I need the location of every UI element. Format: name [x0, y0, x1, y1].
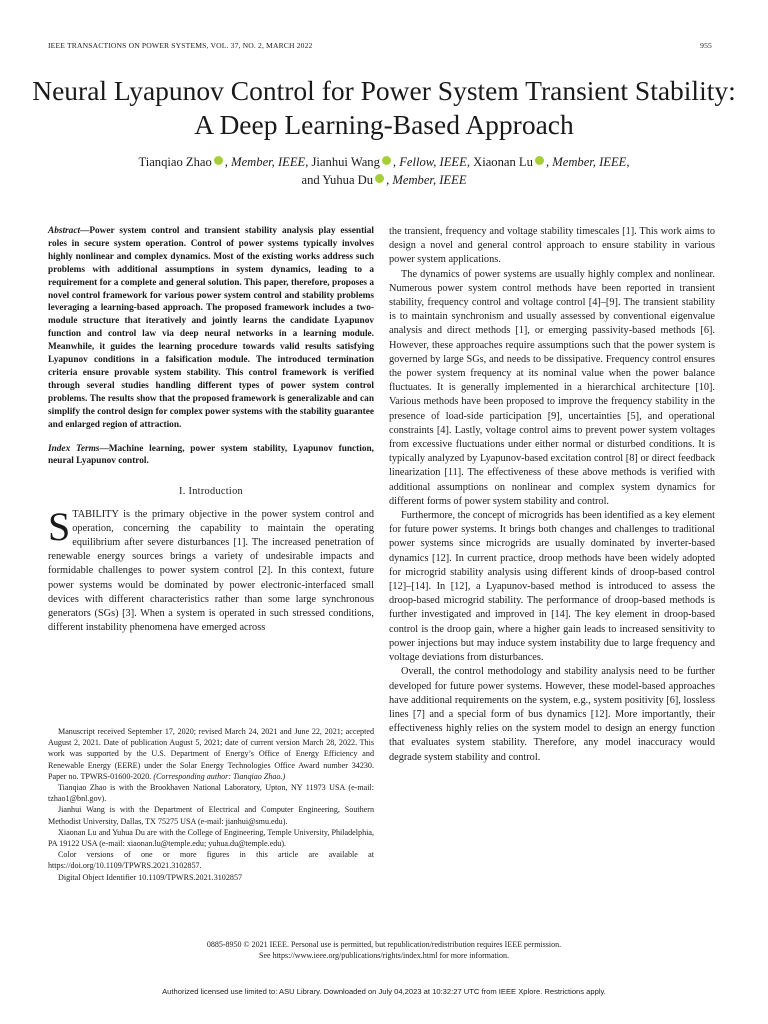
- paper-title: Neural Lyapunov Control for Power System Transient Stability: A Deep Learning-Based Approach: [32, 75, 736, 140]
- paragraph: The dynamics of power systems are usually highly complex and nonlinear. Numerous power system control methods have been reported in transient stability, frequency control and voltage control [4]–[9]. The transient stability is to maintain synchronism and usually assessed by conventional eigenvalue analysis and direct methods [1], or emerging passivity-based methods [6]. However, these approaches require assumptions such that the power system is governed by large SGs, and needs to be dissipative. Frequency control ensures the power system frequency at its nominal value when the power balance fluctuates. It is generally implemented in a hierarchical architecture [10]. Various methods have been proposed to improve the frequency stability in the presence of load-side participation [9], uncertainties [5], and operational constraints [4]. Lastly, voltage control aims to prevent power system voltages from excessive fluctuations under either normal or disturbed conditions. It is typically analyzed by Lyapunov-based excitation control [8] or direct feedback linearization [11]. The effectiveness of these above methods is verified with additional assumptions on nonlinear and complex system dynamics for different forms of power system stability and control.: [389, 268, 715, 507]
- index-terms: [48, 443, 374, 469]
- intro-text: TABILITY is the primary objective in the power system control and operation, concerning the capability to maintain the operating equilibrium after severe disturbances [1]. The increased penetration of renewable energy sources brings a variety of undesirable impacts and formidable challenges to power system control [2]. In this context, future power systems would be dominated by power electronic-interfaced small devices with different characteristics rather than some large synchronous generators (SGs) [3]. When a system is operated in such stressed conditions, different instability phenomena have emerged across: [48, 508, 374, 634]
- corresponding-author: (Corresponding author: Tianqiao Zhao.): [153, 771, 286, 781]
- color-note: Color versions of one or more figures in this article are available at https://doi.org/10.1109/TPWRS.2021.3102857.: [48, 850, 374, 871]
- index-terms-label: Index Terms: [48, 443, 100, 454]
- paragraph-continued: the transient, frequency and voltage stability timescales [1]. This work aims to design a novel and general control approach to ensure stability in various power system applications.: [389, 226, 715, 266]
- abstract-label: Abstract: [48, 226, 81, 236]
- manuscript-text: Manuscript received September 17, 2020; revised March 24, 2021 and June 22, 2021; accepted August 2, 2021. Date of publication August 5, 2021; date of current version March 28, 2022. This work was supported by the U.S. Department of Energy’s Office of Energy Efficiency and Renewable Energy (EERE) under the Solar Energy Technologies Office Award number 34230. Paper no. TPWRS-01600-2020.: [48, 727, 374, 781]
- author-name: Tianqiao Zhao: [138, 155, 212, 169]
- paragraph: Overall, the control methodology and stability analysis need to be further developed for future power systems. However, these model-based approaches have additional requirements on the system, e.g., system positivity [6], lossless lines [7] and a special form of bus dynamics [12]. More importantly, their effectiveness highly relies on the system model to design an energy function that evaluates system stability. Therefore, any model inaccuracy would degrade system stability and control.: [389, 666, 715, 763]
- intro-paragraph: [48, 503, 374, 636]
- author-role: Member, IEEE: [392, 173, 467, 187]
- author-list: Tianqiao Zhao , Member, IEEE, Jianhui Wang , Fellow, IEEE, Xiaonan Lu , Member, IEEE, and Yuhua Du , Member, IEEE: [138, 155, 630, 187]
- orcid-icon[interactable]: [535, 156, 544, 165]
- drop-cap: S: [48, 503, 71, 549]
- manuscript-note: [48, 726, 374, 782]
- page-number: 955: [700, 41, 712, 50]
- abstract-text: —Power system control and transient stability analysis play essential roles in secure system operation. Control of power systems typically involves highly nonlinear and complex dynamics. Most of the existing works address such problems with additional assumptions in system dynamics, leading to a requirement for a complete and general solution. This paper, therefore, proposes a novel control framework for various power system control and stability problems leveraging a learning-based approach. The proposed framework includes a two-module structure that iteratively and jointly learns the candidate Lyapunov function and control law via deep neural networks in a learning module. Meanwhile, it guides the learning procedure towards valid results satisfying Lyapunov conditions in a falsification module. The introduced termination criteria ensure provable system stability. This control framework is verified through several studies handling different types of power system control problems. The results show that the proposed framework is generalizable and can simplify the control design for complex power systems with the stability guarantee and enlarged region of attraction.: [48, 226, 374, 430]
- orcid-icon[interactable]: [375, 174, 384, 183]
- doi-note: Digital Object Identifier 10.1109/TPWRS.2021.3102857: [58, 872, 243, 882]
- right-column: [389, 225, 715, 765]
- copyright-notice: [48, 939, 720, 961]
- copyright-line: See https://www.ieee.org/publications/rights/index.html for more information.: [259, 951, 509, 960]
- running-header: [48, 41, 712, 50]
- author-role: Member, IEEE: [552, 155, 627, 169]
- copyright-line: 0885-8950 © 2021 IEEE. Personal use is permitted, but republication/redistribution requires IEEE permission.: [206, 940, 562, 949]
- footnotes: [48, 726, 374, 883]
- paragraph: Furthermore, the concept of microgrids has been identified as a key element for future power systems. It brings both changes and challenges to traditional power systems since microgrids are usually dominated by inverter-based dynamics [12]. In current practice, droop methods have been widely adopted for microgrid stability analysis using different kinds of droop-based control [12]–[14]. In [12], a Lyapunov-based method is introduced to assess the droop-based microgrid stability. The performance of droop-based methods is further investigated and improved in [14]. The key element in droop-based control is the droop gain, where a higher gain leads to increased sensitivity to power injections but may induce system instability due to large frequency and voltage deviations from disturbances.: [389, 510, 715, 664]
- affiliation-note: Tianqiao Zhao is with the Brookhaven National Laboratory, Upton, NY 11973 USA (e-mail: tzhao1@bnl.gov).: [48, 783, 374, 804]
- orcid-icon[interactable]: [382, 156, 391, 165]
- author-role: Fellow, IEEE: [399, 155, 467, 169]
- author-name: Yuhua Du: [322, 173, 374, 187]
- index-terms-text: —Machine learning, power system stability, Lyapunov function, neural Lyapunov control.: [48, 443, 374, 467]
- download-watermark: Authorized licensed use limited to: ASU Library. Downloaded on July 04,2023 at 10:32:27 UTC from IEEE Xplore. Restrictions apply.: [162, 987, 606, 996]
- author-name: Jianhui Wang: [311, 155, 380, 169]
- affiliation-note: Jianhui Wang is with the Department of Electrical and Computer Engineering, Southern Methodist University, Dallas, TX 75275 USA (e-mail: jianhui@smu.edu).: [48, 805, 374, 826]
- orcid-icon[interactable]: [214, 156, 223, 165]
- affiliation-note: Xiaonan Lu and Yuhua Du are with the College of Engineering, Temple University, Philadelphia, PA 19122 USA (e-mail: xiaonan.lu@temple.edu; yuhua.du@temple.edu).: [48, 827, 374, 849]
- left-column: [48, 225, 374, 635]
- journal-info: IEEE TRANSACTIONS ON POWER SYSTEMS, VOL. 37, NO. 2, MARCH 2022: [48, 41, 313, 50]
- section-heading: I. Introduction: [179, 486, 243, 498]
- abstract: [48, 225, 374, 432]
- author-conjunction: and: [301, 173, 320, 187]
- author-name: Xiaonan Lu: [473, 155, 533, 169]
- author-role: Member, IEEE: [231, 155, 306, 169]
